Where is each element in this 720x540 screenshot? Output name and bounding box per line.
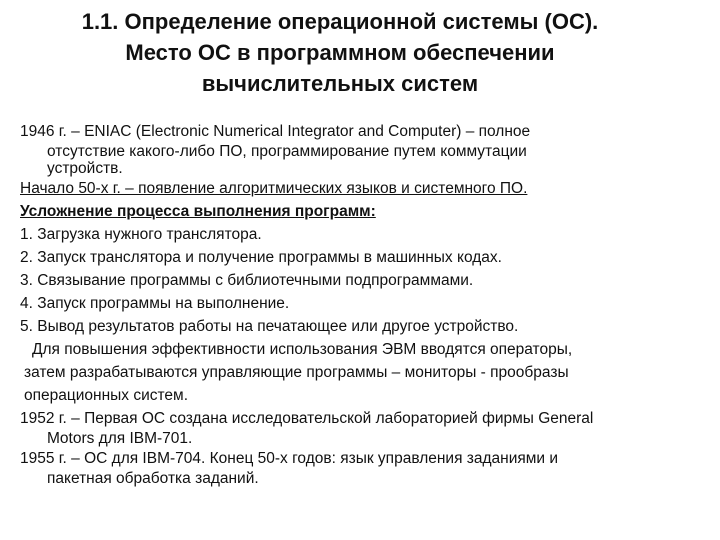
paragraph-eniac	[20, 120, 710, 177]
p1955-line-1: 1955 г. – ОС для IBM-704. Конец 50-х годов: язык управления заданиями и	[20, 450, 559, 467]
eniac-line-1: 1946 г. – ENIAC (Electronic Numerical Integrator and Computer) – полное	[20, 123, 531, 140]
paragraph-1952	[20, 407, 710, 447]
operators-line-3: операционных систем.	[24, 387, 189, 404]
title-line-1: 1.1. Определение операционной системы (ОС).	[81, 9, 599, 34]
p1952-line-1: 1952 г. – Первая ОС создана исследовательской лабораторией фирмы General	[20, 410, 594, 427]
title-line-3: вычислительных систем	[201, 71, 479, 96]
eniac-line-3: устройств.	[47, 160, 123, 177]
operators-line-2: затем разрабатываются управляющие программы – мониторы - прообразы	[24, 364, 569, 381]
step-4: 4. Запуск программы на выполнение.	[20, 295, 290, 312]
step-5: 5. Вывод результатов работы на печатающее или другое устройство.	[20, 318, 519, 335]
p1952-line-2: Motors для IBM-701.	[47, 430, 193, 447]
paragraph-operators	[20, 338, 710, 407]
title-line-2: Место ОС в программном обеспечении	[125, 40, 555, 65]
step-2: 2. Запуск транслятора и получение программы в машинных кодах.	[20, 249, 502, 266]
paragraph-50s: Начало 50-х г. – появление алгоритмических языков и системного ПО.	[20, 180, 528, 197]
step-3: 3. Связывание программы с библиотечными подпрограммами.	[20, 272, 474, 289]
p1955-line-2: пакетная обработка заданий.	[47, 470, 259, 487]
paragraph-complication: Усложнение процесса выполнения программ:	[20, 203, 376, 220]
operators-line-1: Для повышения эффективности использования ЭВМ вводятся операторы,	[32, 341, 573, 358]
step-1: 1. Загрузка нужного транслятора.	[20, 226, 262, 243]
paragraph-1955	[20, 447, 710, 487]
slide-body	[20, 120, 710, 487]
eniac-line-2: отсутствие какого-либо ПО, программирование путем коммутации	[47, 143, 527, 160]
slide-title	[20, 6, 660, 99]
